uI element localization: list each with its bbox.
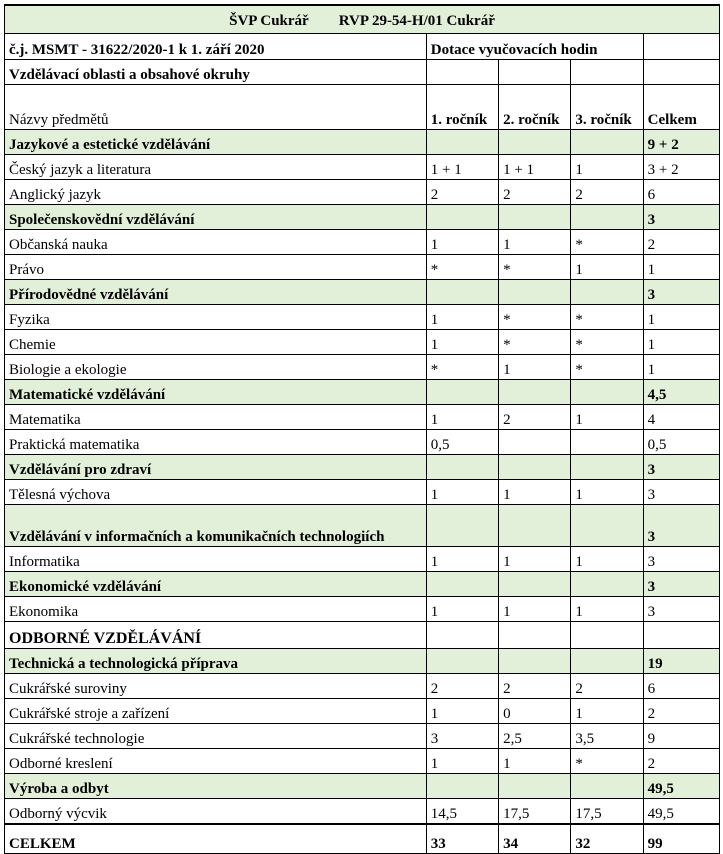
year3-value [571,572,643,597]
oblasti-header: Vzdělávací oblasti a obsahové okruhy [5,60,427,85]
empty-cell [571,60,643,85]
year1-value: 2 [426,180,498,205]
subject-name: Vzdělávání pro zdraví [5,455,427,480]
year2-value: 1 [499,597,571,622]
year3-value: * [571,330,643,355]
total-row [5,824,720,854]
year1-value: 1 [426,547,498,572]
year2-value [499,622,571,649]
year1-value: 1 [426,305,498,330]
year1-value [426,130,498,155]
curriculum-table [4,4,720,854]
subject-name: Odborný výcvik [5,799,427,825]
total-value: 3 [643,505,719,547]
year2-value: 1 [499,355,571,380]
year1-value: 0,5 [426,430,498,455]
year1-value [426,280,498,305]
category-row [5,205,720,230]
year3-header: 3. ročník [571,85,643,130]
table-row [5,547,720,572]
year2-value: * [499,330,571,355]
year3-value [571,649,643,674]
year2-value [499,572,571,597]
year3-value [571,455,643,480]
year2-value [499,280,571,305]
year2-value: 2,5 [499,724,571,749]
subject-name: Občanská nauka [5,230,427,255]
total-value: 49,5 [643,799,719,825]
total-value: 19 [643,649,719,674]
subject-name: Technická a technologická příprava [5,649,427,674]
subject-name: Vzdělávání v informačních a komunikačních technologiích [5,505,427,547]
year3-value [571,205,643,230]
year1-value: 1 [426,405,498,430]
table-row [5,799,720,825]
subject-name: Ekonomika [5,597,427,622]
year3-value: 2 [571,180,643,205]
year3-value [571,505,643,547]
year1-value: 1 [426,480,498,505]
reference-number: č.j. MSMT - 31622/2020-1 k 1. září 2020 [5,34,427,60]
year1-value: 14,5 [426,799,498,825]
year3-value: 1 [571,547,643,572]
table-row [5,305,720,330]
year1-value: 33 [426,824,498,854]
empty-cell [643,60,719,85]
year3-value [571,130,643,155]
subject-name: Ekonomické vzdělávání [5,572,427,597]
year1-value: 1 [426,597,498,622]
table-row [5,674,720,699]
category-row [5,280,720,305]
total-value: 2 [643,230,719,255]
year3-value: 1 [571,480,643,505]
year3-value: * [571,230,643,255]
subject-name: Český jazyk a literatura [5,155,427,180]
total-value [643,622,719,649]
year2-value [499,774,571,799]
year2-value: 17,5 [499,799,571,825]
year2-value: 1 [499,547,571,572]
empty-cell [499,60,571,85]
total-value: 6 [643,180,719,205]
year1-value [426,455,498,480]
year2-value: 1 [499,749,571,774]
year3-value: 2 [571,674,643,699]
subject-name: Biologie a ekologie [5,355,427,380]
subject-name: Odborné kreslení [5,749,427,774]
table-row [5,430,720,455]
total-value: 1 [643,330,719,355]
table-row [5,724,720,749]
table-row [5,597,720,622]
total-value: 3 [643,205,719,230]
total-value: 1 [643,255,719,280]
year3-value [571,622,643,649]
year1-value: 1 + 1 [426,155,498,180]
year3-value: * [571,305,643,330]
subject-name: Cukrářské technologie [5,724,427,749]
year3-value: 17,5 [571,799,643,825]
total-value: 2 [643,749,719,774]
subject-name: Tělesná výchova [5,480,427,505]
year1-value: 1 [426,699,498,724]
year1-value [426,774,498,799]
year2-value: 2 [499,405,571,430]
oblasti-row [5,60,720,85]
year3-value: * [571,749,643,774]
subject-name: Informatika [5,547,427,572]
year1-value: 1 [426,230,498,255]
category-row [5,649,720,674]
year3-value: * [571,355,643,380]
year2-value [499,380,571,405]
total-value: 3 [643,480,719,505]
empty-cell [426,60,498,85]
year3-value [571,380,643,405]
total-value: 0,5 [643,430,719,455]
subject-name: Matematické vzdělávání [5,380,427,405]
total-value: 9 + 2 [643,130,719,155]
total-value: 4,5 [643,380,719,405]
category-row [5,455,720,480]
category-row [5,505,720,547]
total-value: 3 + 2 [643,155,719,180]
empty-cell [643,34,719,60]
table-row [5,180,720,205]
year2-header: 2. ročník [499,85,571,130]
year1-value [426,505,498,547]
year2-value: 0 [499,699,571,724]
year2-value: * [499,305,571,330]
table-row [5,480,720,505]
total-value: 3 [643,547,719,572]
subject-name: Cukrářské stroje a zařízení [5,699,427,724]
subject-name: Praktická matematika [5,430,427,455]
subject-name: Právo [5,255,427,280]
year3-value [571,430,643,455]
year1-value [426,380,498,405]
category-row [5,130,720,155]
year3-value: 1 [571,699,643,724]
year1-value [426,205,498,230]
year2-value [499,649,571,674]
total-value: 1 [643,355,719,380]
year3-value: 1 [571,255,643,280]
subject-name: Přírodovědné vzdělávání [5,280,427,305]
year1-value: * [426,255,498,280]
total-value: 3 [643,572,719,597]
title-row [5,5,720,34]
year2-value: * [499,255,571,280]
table-row [5,355,720,380]
subject-name: Společenskovědní vzdělávání [5,205,427,230]
category-row [5,380,720,405]
year2-value [499,505,571,547]
year3-value: 1 [571,597,643,622]
table-title: ŠVP Cukrář RVP 29-54-H/01 Cukrář [5,5,720,34]
year2-value: 1 + 1 [499,155,571,180]
year3-value: 32 [571,824,643,854]
table-row [5,699,720,724]
year1-value [426,572,498,597]
year1-value: 2 [426,674,498,699]
table-row [5,155,720,180]
year2-value [499,430,571,455]
year2-value: 1 [499,230,571,255]
table-row [5,255,720,280]
total-value: 49,5 [643,774,719,799]
reference-row [5,34,720,60]
year3-value: 3,5 [571,724,643,749]
year2-value [499,130,571,155]
category-row [5,774,720,799]
year2-value: 34 [499,824,571,854]
total-value: 9 [643,724,719,749]
year3-value [571,280,643,305]
subject-name: Jazykové a estetické vzdělávání [5,130,427,155]
table-row [5,330,720,355]
year3-value: 1 [571,155,643,180]
year1-value: 3 [426,724,498,749]
subject-name: Fyzika [5,305,427,330]
subject-name: Matematika [5,405,427,430]
subject-name: Cukrářské suroviny [5,674,427,699]
subject-name: ODBORNÉ VZDĚLÁVÁNÍ [5,622,427,649]
year3-value: 1 [571,405,643,430]
total-value: 1 [643,305,719,330]
total-value: 6 [643,674,719,699]
dotace-header: Dotace vyučovacích hodin [426,34,643,60]
year1-value: 1 [426,330,498,355]
total-value: 3 [643,597,719,622]
year2-value: 2 [499,674,571,699]
column-header-row [5,85,720,130]
subjects-header: Názvy předmětů [5,85,427,130]
year1-value [426,622,498,649]
year1-header: 1. ročník [426,85,498,130]
table-row [5,405,720,430]
year1-value: 1 [426,749,498,774]
subject-name: CELKEM [5,824,427,854]
year1-value [426,649,498,674]
year2-value [499,455,571,480]
total-value: 99 [643,824,719,854]
subject-name: Anglický jazyk [5,180,427,205]
total-value: 4 [643,405,719,430]
year2-value: 2 [499,180,571,205]
category-row [5,572,720,597]
subject-name: Chemie [5,330,427,355]
year2-value [499,205,571,230]
table-row [5,230,720,255]
subject-name: Výroba a odbyt [5,774,427,799]
total-value: 3 [643,280,719,305]
total-value: 2 [643,699,719,724]
total-header: Celkem [643,85,719,130]
year2-value: 1 [499,480,571,505]
section-row [5,622,720,649]
year1-value: * [426,355,498,380]
year3-value [571,774,643,799]
table-row [5,749,720,774]
total-value: 3 [643,455,719,480]
